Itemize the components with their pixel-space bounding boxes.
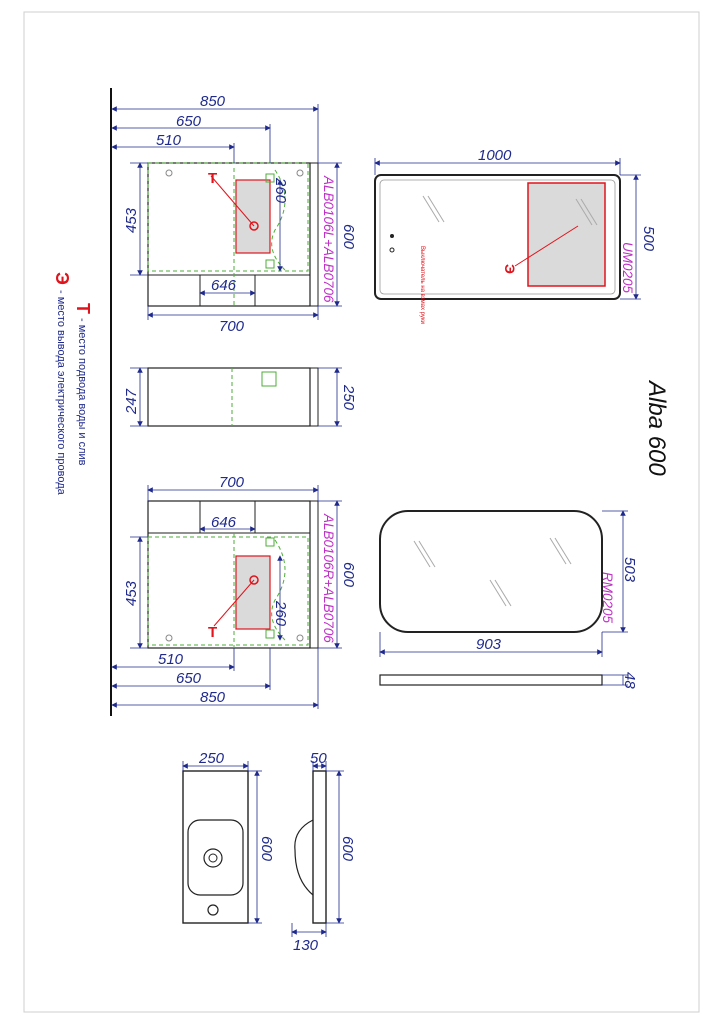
top-dim-453: 453 (123, 207, 140, 233)
mirror-e-marker: Э (502, 264, 518, 274)
legend-e-symbol: Э (52, 272, 72, 285)
bottom-dim-260: 260 (272, 601, 289, 627)
bottom-dim-510: 510 (158, 651, 184, 668)
top-dim-260: 260 (272, 178, 289, 204)
rounded-mirror (380, 511, 602, 685)
top-dim-850: 850 (200, 93, 226, 110)
bottom-t-marker: Т (208, 624, 218, 641)
legend-t-text: - место подвода воды и слив (76, 318, 88, 466)
page-title: Alba 600 (643, 381, 670, 476)
bottom-cabinet-code: ALB0106R+ALB0706 (321, 514, 336, 643)
round-mirror-dim-503: 503 (621, 557, 638, 583)
washbasin-top-view (183, 771, 248, 923)
mirror-side-profile (380, 675, 602, 685)
water-supply-zone (236, 180, 270, 253)
bottom-dim-850: 850 (200, 689, 226, 706)
basin-dim-50: 50 (310, 750, 327, 767)
top-dim-600: 600 (340, 224, 357, 250)
electric-zone (528, 183, 605, 286)
led-mirror (375, 175, 620, 299)
basin-dim-600: 600 (258, 836, 275, 862)
top-dim-650: 650 (176, 113, 202, 130)
mirror-dim-1000: 1000 (478, 147, 512, 164)
basin-dim-130: 130 (293, 937, 319, 954)
round-mirror-dim-48: 48 (621, 672, 638, 689)
bottom-dim-700: 700 (219, 474, 245, 491)
legend-e-text: - место вывода электрического провода (55, 290, 67, 495)
legend-t-symbol: Т (73, 303, 93, 314)
top-cabinet-code: ALB0106L+ALB0706 (321, 176, 336, 303)
bottom-dim-600: 600 (340, 562, 357, 588)
round-mirror-code: RM0205 (600, 572, 615, 624)
top-dim-700: 700 (219, 318, 245, 335)
side-dim-247: 247 (123, 388, 140, 414)
mirror-led-code: UM0205 (620, 242, 635, 294)
side-dim-250: 250 (340, 385, 357, 411)
top-t-marker: Т (208, 170, 218, 187)
basin-side-dim-600: 600 (339, 836, 356, 862)
page-frame (24, 12, 699, 1012)
mirror-dim-500: 500 (640, 226, 657, 252)
bottom-dim-646: 646 (211, 514, 237, 531)
washbasin-side-view (295, 771, 326, 923)
mirror-switch-note: Выключатель на взмах руки (419, 246, 425, 324)
bottom-dim-453: 453 (123, 580, 140, 606)
bottom-dim-650: 650 (176, 670, 202, 687)
round-mirror-dim-903: 903 (476, 636, 502, 653)
top-dim-646: 646 (211, 277, 237, 294)
water-supply-zone-2 (236, 556, 270, 629)
top-dim-510: 510 (156, 132, 182, 149)
legend (52, 272, 93, 496)
side-view (148, 368, 318, 426)
basin-dim-250: 250 (199, 750, 225, 767)
